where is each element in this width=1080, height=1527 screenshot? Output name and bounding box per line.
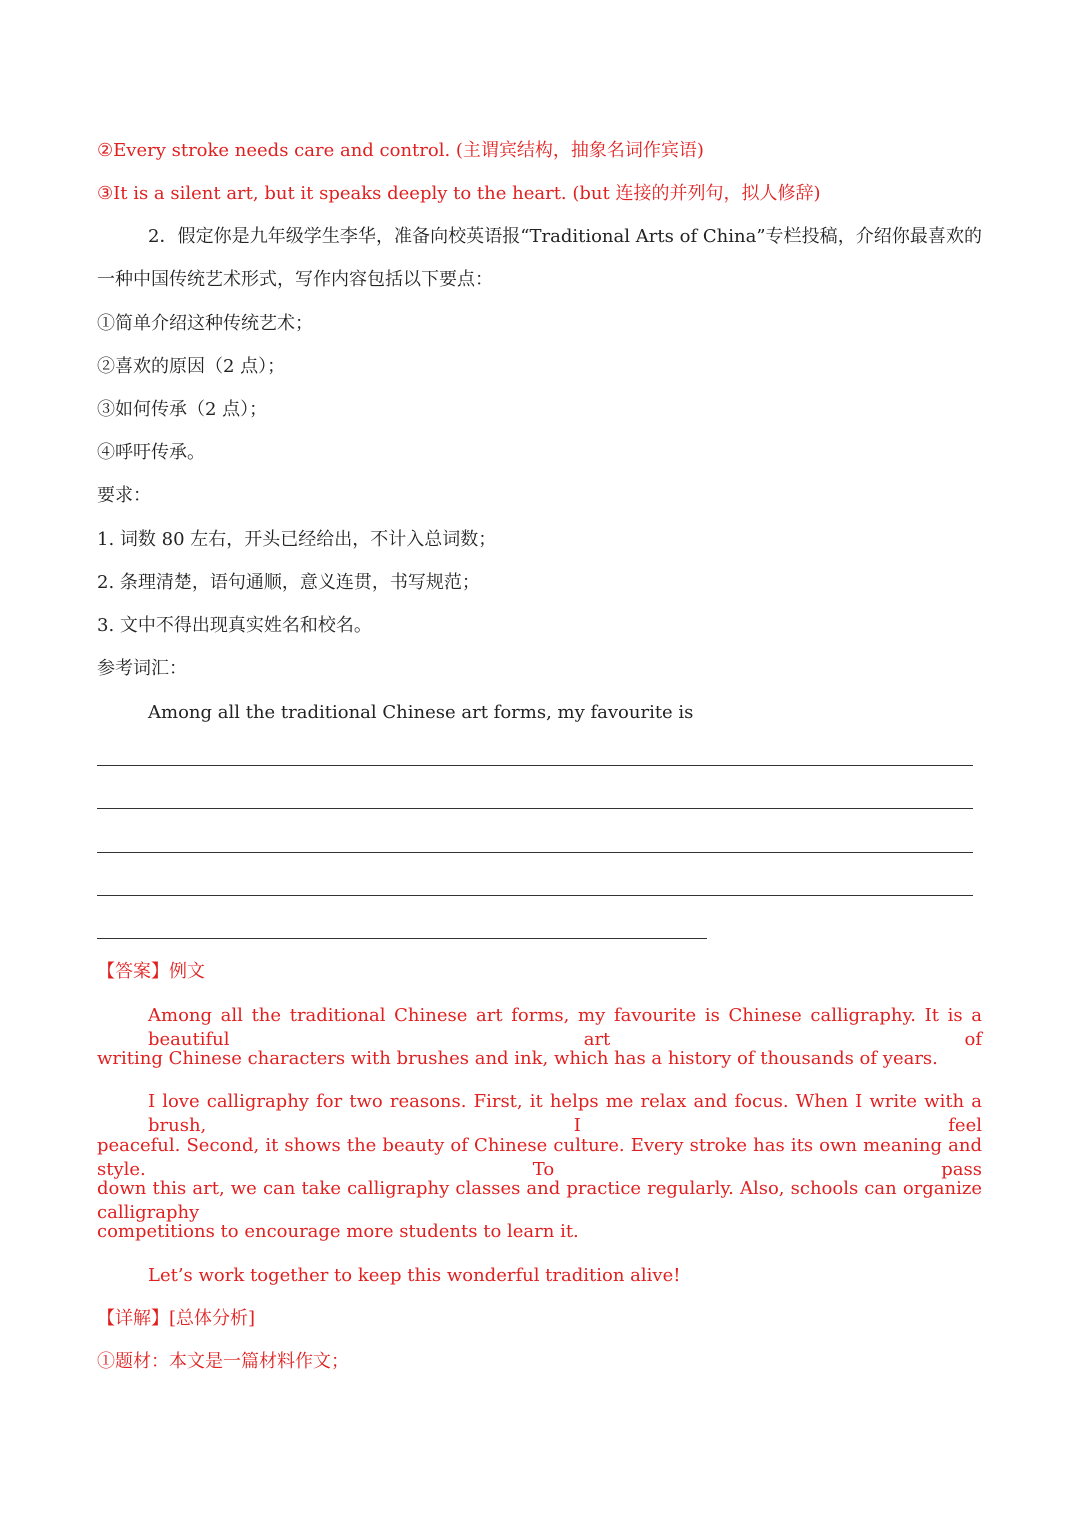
writing-line xyxy=(97,895,973,896)
vocab-label: 参考词汇： xyxy=(97,658,187,679)
explanation-item-1: ①题材：本文是一篇材料作文； xyxy=(97,1351,349,1372)
task-point-4: ④呼吁传承。 xyxy=(97,442,205,463)
writing-line xyxy=(97,765,973,766)
task-prompt-line-1: 2．假定你是九年级学生李华，准备向校英语报“Traditional Arts of China”专栏投稿，介绍你最喜欢的 xyxy=(148,226,982,247)
answer-paragraph-2-line-2: peaceful. Second, it shows the beauty of Chinese culture. Every stroke has its own meaning and style. To pass xyxy=(97,1135,982,1180)
writing-line xyxy=(97,808,973,809)
requirement-2: 2. 条理清楚，语句通顺，意义连贯，书写规范； xyxy=(97,572,480,593)
answer-paragraph-3: Let’s work together to keep this wonderful tradition alive! xyxy=(148,1265,681,1286)
answer-paragraph-1-line-2: writing Chinese characters with brushes and ink, which has a history of thousands of years. xyxy=(97,1048,938,1069)
explanation-label: 【详解】[总体分析] xyxy=(97,1308,256,1329)
requirements-label: 要求： xyxy=(97,485,151,506)
requirement-3: 3. 文中不得出现真实姓名和校名。 xyxy=(97,615,372,636)
example-sentence-3: ③It is a silent art, but it speaks deeply to the heart. (but 连接的并列句，拟人修辞) xyxy=(97,183,821,204)
task-prompt-line-2: 一种中国传统艺术形式，写作内容包括以下要点： xyxy=(97,269,493,290)
example-sentence-2: ②Every stroke needs care and control. (主谓宾结构，抽象名词作宾语) xyxy=(97,140,704,161)
writing-line xyxy=(97,938,707,939)
writing-line xyxy=(97,852,973,853)
essay-opening: Among all the traditional Chinese art forms, my favourite is xyxy=(148,702,694,723)
answer-paragraph-2-line-1: I love calligraphy for two reasons. First, it helps me relax and focus. When I write with a brush, I feel xyxy=(148,1091,982,1136)
answer-paragraph-1-line-1: Among all the traditional Chinese art forms, my favourite is Chinese calligraphy. It is a beautiful art of xyxy=(148,1005,982,1050)
task-point-3: ③如何传承（2 点）； xyxy=(97,399,268,420)
task-point-2: ②喜欢的原因（2 点）； xyxy=(97,356,286,377)
answer-paragraph-2-line-4: competitions to encourage more students to learn it. xyxy=(97,1221,579,1242)
answer-label: 【答案】例文 xyxy=(97,961,205,982)
task-point-1: ①简单介绍这种传统艺术； xyxy=(97,313,313,334)
requirement-1: 1. 词数 80 左右，开头已经给出，不计入总词数； xyxy=(97,529,497,550)
answer-paragraph-2-line-3: down this art, we can take calligraphy classes and practice regularly. Also, schools can organize calligraphy xyxy=(97,1178,982,1223)
